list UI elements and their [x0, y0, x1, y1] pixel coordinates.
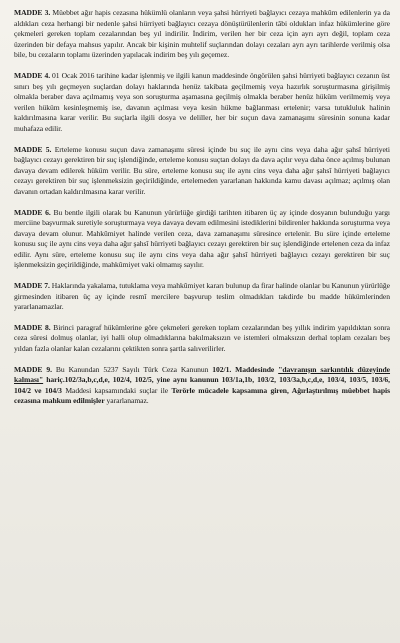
article-text: Müebbet ağır hapis cezasına hükümlü olanların veya şahsi hürriyeti bağlayıcı cezaya mahkûm edilenlerin ya da aldıkları ceza herhangi bir nedenle şahsi hürriyeti bağlayıcı cezaya dönüştürülenlerin tâbi oldukları infaz hükümlerine göre çekmeleri gereken toplam cezalarından beş yıl indirilir. İndirim, verilen her bir ceza için ayrı ayrı değil, toplam ceza üzerinden bir defaya mahsus yapılır. Ancak bir kişinin muhtelif suçlarından dolayı cezaları ayrı ayrı tarihlerde verilmiş olsa bile, bu cezaların toplamı üzerinden yapılacak indirim beş yılı geçemez.	[14, 8, 390, 60]
article-9	[14, 365, 390, 407]
article-3	[14, 8, 390, 61]
article-text: Birinci paragraf hükümlerine göre çekmeleri gereken toplam cezalarından beş yıllık indirim yapıldıktan sonra ceza süresi dolmuş olanlar, iyi halli olup olmadıklarına bakılmaksızın ve istemleri olmaksızın derhal toplam cezaları beş yıldan fazla olanlar kalan cezalarını çektikten sonra şartla salıverilirler.	[14, 322, 390, 354]
article-text: Bu Kanundan 5237 Sayılı Türk Ceza Kanunun	[51, 364, 213, 374]
article-bold-text: 102/1. Maddesinde	[212, 364, 275, 374]
article-8	[14, 323, 390, 355]
article-heading: MADDE 5.	[14, 144, 52, 154]
article-heading: MADDE 3.	[14, 8, 51, 17]
article-text: Bu bentle ilgili olarak bu Kanunun yürürlüğe girdiği tarihten itibaren üç ay içinde dosyanın bulunduğu yargı merciine başvurmak suretiyle soruşturmaya veya davaya devam edilmesini istediklerini bildirenler hakkında soruşturma veya davaya devam olunur. Mahkûmiyet halinde verilen ceza, dava zamanaşımı süresince ertelenir. Bu süre içinde erteleme konusu suç ile aynı cins veya daha ağır şahsî hürriyeti bağlayıcı cezayı gerektiren bir suç işlendiğinde ertelenen ceza da infaz edilir. Aynı süre, erteleme konusu suç ile aynı cins veya daha ağır şahsî hürriyeti bağlayıcı cezayı gerektiren bir suç işlenmeksizin geçirildiğinde, mahkûmiyet vaki olmamış sayılır.	[14, 207, 390, 270]
article-text: yararlanamaz.	[104, 396, 149, 406]
article-6	[14, 208, 390, 272]
article-heading: MADDE 4.	[14, 70, 51, 80]
article-bold-text: hariç.102/3a,b,c,d,e, 102/4, 102/5, yine aynı kanunun 103/1a,1b, 103/2, 103/3a,b,c,d,e, 103/4, 103/5, 103/6, 104/2 ve 104/3	[14, 375, 390, 395]
article-text: Erteleme konusu suçun dava zamanaşımı süresi içinde bu suç ile aynı cins veya daha ağır şahsî hürriyeti bağlayıcı cezayı gerektiren bir suç işlendiğinde, erteleme konusu suçtan dolayı da dava açılır veya daha önce açılmış bulunan davaya devam edilerek hüküm verilir. Bu süre, erteleme konusu suç ile aynı cins veya daha ağır şahsî hürriyeti bağlayıcı cezayı gerektiren bir suç işlenmeksizin geçirildiğinde, ertelemeden yararlanan hakkında kamu davası açılmaz; açılmış olan davanın ortadan kaldırılmasına karar verilir.	[14, 144, 390, 196]
article-5	[14, 145, 390, 198]
article-underlined-text: "davranışın sarkıntılık düzeyinde kalması"	[14, 364, 391, 385]
article-text: 01 Ocak 2016 tarihine kadar işlenmiş ve ilgili kanun maddesinde öngörülen şahsi hürriyeti bağlayıcı cezanın üst sınırı beş yılı geçmeyen suçlardan dolayı haklarında henüz takibata geçilmemiş veya hazırlık soruşturmasına girişilmiş olmakla beraber dava açılmamış veya son soruşturma aşamasına geçilmiş olmakla beraber henüz hüküm verilmemiş veya verilen hüküm kesinleşmemiş ise, davanın açılması veya kesin hükme bağlanması ertelenir; varsa tutukluluk halinin kaldırılmasına karar verilir. Bu suçlarla ilgili dosya ve deliller, her bir suçun dava zamanaşımı süresinin sonuna kadar muhafaza edilir.	[14, 70, 390, 133]
article-bold-text: Terörle mücadele kapsamına giren, Ağırlaştırılmış müebbet hapis cezasına mahkum edilmişler	[14, 385, 390, 406]
article-text: Maddesi kapsamındaki suçlar ile	[61, 385, 172, 395]
article-text: Haklarında yakalama, tutuklama veya mahkûmiyet kararı bulunup da firar halinde olanlar bu Kanunun yürürlüğe girmesinden itibaren üç ay içinde resmî mercilere başvurup teslim olmadıkları takdirde bu madde hükümlerinden yararlanamazlar.	[14, 281, 390, 312]
article-heading: MADDE 7.	[14, 281, 50, 291]
article-heading: MADDE 6.	[14, 207, 51, 217]
article-4	[14, 71, 390, 135]
article-heading: MADDE 9.	[14, 364, 52, 374]
article-heading: MADDE 8.	[14, 322, 51, 332]
article-7	[14, 281, 390, 313]
